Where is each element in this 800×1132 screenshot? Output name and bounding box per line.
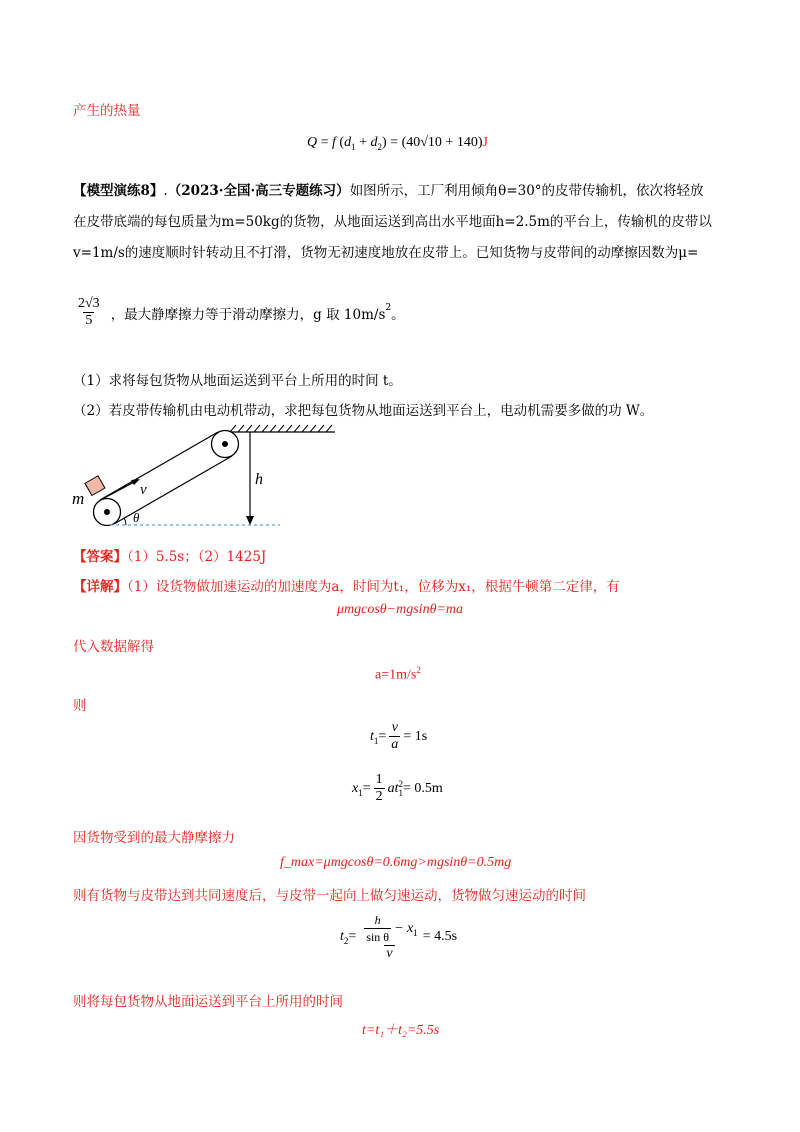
fmax-equation: f_max=μmgcosθ=0.6mg>mgsinθ=0.5mg bbox=[280, 855, 512, 870]
question-1: （1）求将每包货物从地面运送到平台上所用的时间 t。 bbox=[73, 373, 402, 389]
cargo-box bbox=[85, 476, 105, 496]
problem-label: 【模型演练8】 bbox=[73, 183, 164, 199]
heat-equation: Q = f $(d_1 + d_2) = (40√10 + 140)J$ bbox=[307, 135, 488, 152]
answer-text: （1）5.5s；（2）1425J bbox=[127, 549, 267, 565]
conveyor-diagram bbox=[70, 424, 350, 536]
problem-line-1: 如图所示，工厂利用倾角θ=30°的皮带传输机，依次将轻放 bbox=[349, 183, 704, 199]
platform-hatch bbox=[230, 425, 332, 432]
x1-equation: x $_1$ = $\frac{1}{2}$ at 2 1 = 0.5m bbox=[352, 772, 443, 804]
total-time-equation: t=t₁＋t₂=5.5s bbox=[362, 1023, 440, 1038]
t1-equation: t $_1$ = $\frac{v}{a}$ = 1s bbox=[370, 720, 428, 752]
common-speed-text: 则有货物与皮带达到共同速度后，与皮带一起向上做匀速运动，货物做匀速运动的时间 bbox=[73, 888, 586, 904]
problem-statement: 【模型演练8】.（2023·全国·高三专题练习）如图所示，工厂利用倾角θ=30°的皮带传输机，依次将轻放 在皮带底端的每包质量为m=50kg的货物，从地面运送到高出水平地面h=2.5m的平台上，传输机的皮带以 v=1m/s的速度顺时针转动且不打滑，货物无初速度地放在皮带上。已知货物与皮带间的动摩擦因数为μ= bbox=[73, 176, 723, 269]
detail-label: 【详解】 bbox=[73, 579, 127, 595]
then-text: 则 bbox=[73, 698, 87, 714]
mu-fraction: $\frac{2√3}{5}$ bbox=[78, 296, 100, 328]
label-h: h bbox=[255, 471, 263, 488]
problem-line-3: v=1m/s的速度顺时针转动且不打滑，货物无初速度地放在皮带上。已知货物与皮带间的动摩擦因数为μ= bbox=[73, 245, 699, 261]
detail-intro: 【详解】（1）设货物做加速运动的加速度为a，时间为t₁，位移为x₁，根据牛顿第二定律，有 bbox=[73, 579, 620, 595]
label-m: m bbox=[72, 489, 85, 508]
answer-label: 【答案】 bbox=[73, 549, 127, 565]
question-2: （2）若皮带传输机由电动机带动，求把每包货物从地面运送到平台上，电动机需要多做的功 W。 bbox=[73, 403, 654, 419]
t2-equation: t $_2$ = $\frac{h}{\text{sin θ}}$ − x $_1$ v = 4.5s bbox=[340, 913, 458, 961]
substitute-text: 代入数据解得 bbox=[73, 639, 154, 655]
newton-equation: μmgcosθ−mgsinθ=ma bbox=[337, 602, 464, 617]
answer bbox=[73, 545, 266, 565]
problem-line-4: $\frac{2√3}{5}$ ，最大静摩擦力等于滑动摩擦力，g 取 10m/s $^2$ 。 bbox=[78, 296, 405, 328]
label-theta: θ bbox=[133, 510, 140, 525]
total-time-text: 则将每包货物从地面运送到平台上所用的时间 bbox=[73, 994, 343, 1010]
belt-upper bbox=[100, 432, 218, 500]
acceleration-result: $a=1m/s^2$ bbox=[375, 665, 421, 683]
heat-heading: 产生的热量 bbox=[73, 103, 141, 119]
label-v: v bbox=[140, 482, 147, 498]
fmax-text: 因货物受到的最大静摩擦力 bbox=[73, 830, 235, 846]
problem-line-2: 在皮带底端的每包质量为m=50kg的货物，从地面运送到高出水平地面h=2.5m的平台上，传输机的皮带以 bbox=[73, 214, 712, 230]
belt-lower bbox=[114, 456, 232, 524]
problem-source: （2023·全国·高三专题练习） bbox=[167, 183, 350, 199]
